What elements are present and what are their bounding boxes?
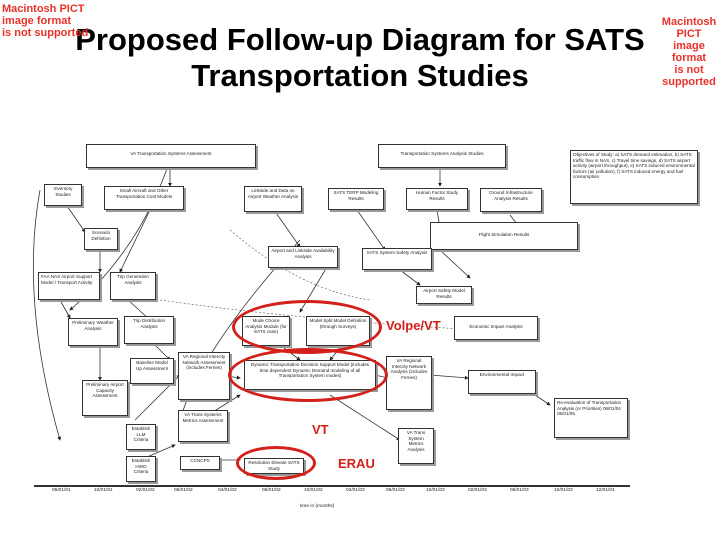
box-va-assessment: VA Transportation Systems Assessment bbox=[86, 144, 256, 168]
box-study-objectives: Objectives of Study: a) SATS demand estimation, b) SATS traffic flow in NAS, c) Travel time savings, d) SATS airport activity (airport throughput), e) SATS induced environmental factors (air pollution), f) SATS induced energy and fuel consumption bbox=[570, 150, 698, 204]
box-sats-safety: SATS System Safety Analysis bbox=[362, 248, 432, 270]
box-inventory: Inventory Studies bbox=[44, 184, 82, 206]
notice-line: image format bbox=[671, 40, 707, 64]
box-trip-gen: Trip Generation Analysis bbox=[110, 272, 156, 300]
title-line-1: Proposed Follow-up Diagram for SATS bbox=[75, 22, 645, 57]
notice-line: Macintosh PICT bbox=[661, 16, 717, 40]
box-regional: VA Regional Intercity Network Assessment (includes Ferries) bbox=[178, 352, 230, 400]
timeline-tick: 12/01/04 bbox=[596, 488, 615, 493]
box-baseline: Baseline Model Up Assessment bbox=[130, 358, 174, 384]
timeline-tick: 06/01/01 bbox=[52, 488, 71, 493]
box-prelim-airport: Preliminary Airport Capacity Assessment bbox=[82, 380, 128, 416]
timeline-tick: 10/01/03 bbox=[426, 488, 445, 493]
box-dynamic: Dynamic Transportation Decision Support Model (includes time dependent Dynamic Demand modeling of all Transportation System modes) bbox=[244, 360, 376, 390]
box-airport-safety: Airport Safety Model Results bbox=[416, 286, 472, 304]
notice-line: is not supported bbox=[2, 27, 89, 39]
label-volpe-vt: Volpe/VT bbox=[386, 318, 441, 333]
box-va-regional-net: VA Regional Intercity Network Analysis (includes Ferries) bbox=[386, 356, 432, 410]
box-trip-dist: Trip Distribution Analysis bbox=[124, 316, 174, 344]
box-resolution: Resolution Elevate SATS Study bbox=[244, 458, 304, 474]
notice-line: image format bbox=[2, 15, 72, 27]
box-reevaluation: Re-evaluation of Transportation Analysis (or Priorities) 06/01/04 05/01/05 bbox=[554, 398, 628, 438]
timeline-tick: 10/01/01 bbox=[94, 488, 113, 493]
timeline-tick: 06/01/02 bbox=[262, 488, 281, 493]
box-ground-infra: Ground Infrastructure Analysis Results bbox=[480, 188, 542, 212]
box-ccncps: CCNCPS bbox=[180, 456, 220, 470]
box-mode-choice: Mode Choice Analysis Module (for SATS case) bbox=[242, 316, 290, 346]
box-split-model: Model Split Model Definition (through Surveys) bbox=[306, 316, 370, 346]
box-est-hwo: Establish HWO Criteria bbox=[126, 456, 156, 482]
notice-line: is not supported bbox=[662, 64, 716, 88]
notice-line: Macintosh PICT bbox=[2, 3, 85, 15]
box-trans-metrics: VA Trans Systems Metrics Assessment bbox=[178, 410, 228, 442]
highlight-ring-dynamic-model bbox=[228, 348, 388, 402]
highlight-ring-erau bbox=[236, 446, 316, 480]
timeline-tick: 06/01/03 bbox=[386, 488, 405, 493]
box-flight-sim: Flight Simulation Results bbox=[430, 222, 578, 250]
label-vt: VT bbox=[312, 422, 329, 437]
timeline-tick: 02/01/03 bbox=[346, 488, 365, 493]
timeline-axis bbox=[34, 486, 634, 498]
box-nas-link: FAA NAS Airport Support Model / Transport Activity bbox=[38, 272, 100, 300]
timeline-tick: 06/01/02 bbox=[174, 488, 193, 493]
box-human-factor: Human Factor Study Results bbox=[406, 188, 468, 210]
timeline-tick: 02/01/02 bbox=[136, 488, 155, 493]
highlight-ring-volpe-vt bbox=[232, 300, 382, 354]
timeline-tick: 10/01/03 bbox=[554, 488, 573, 493]
box-terp: SATS TERP Modeling Results bbox=[328, 188, 384, 210]
timeline-tick: 02/01/03 bbox=[468, 488, 487, 493]
box-scenario: Scenario Definition bbox=[84, 228, 118, 250]
label-erau: ERAU bbox=[338, 456, 375, 471]
box-analysis-studies: Transportation Systems Analysis Studies bbox=[378, 144, 506, 168]
timeline-caption: time in (months) bbox=[300, 504, 335, 509]
timeline-tick: 10/01/02 bbox=[304, 488, 323, 493]
box-linkside: Linkside and Data on Airport Weather Analysis bbox=[244, 186, 302, 212]
box-small-aircraft: Small Aircraft and Other Transportation Cost Models bbox=[104, 186, 184, 210]
timeline-tick: 04/01/02 bbox=[218, 488, 237, 493]
box-va-trans-system: VA Trans System Metrics Analysis bbox=[398, 428, 434, 464]
box-preliminary: Preliminary Weather Analysis bbox=[68, 318, 118, 346]
box-airport-avail: Airport and Linkside Availability Analysis bbox=[268, 246, 338, 268]
timeline-tick: 06/01/03 bbox=[510, 488, 529, 493]
title-line-2: Transportation Studies bbox=[191, 58, 529, 93]
box-est-llm: Establish LLM Criteria bbox=[126, 424, 156, 450]
box-economic: Economic Impact Analysis bbox=[454, 316, 538, 340]
box-env-impact: Environmental Impact bbox=[468, 370, 536, 394]
